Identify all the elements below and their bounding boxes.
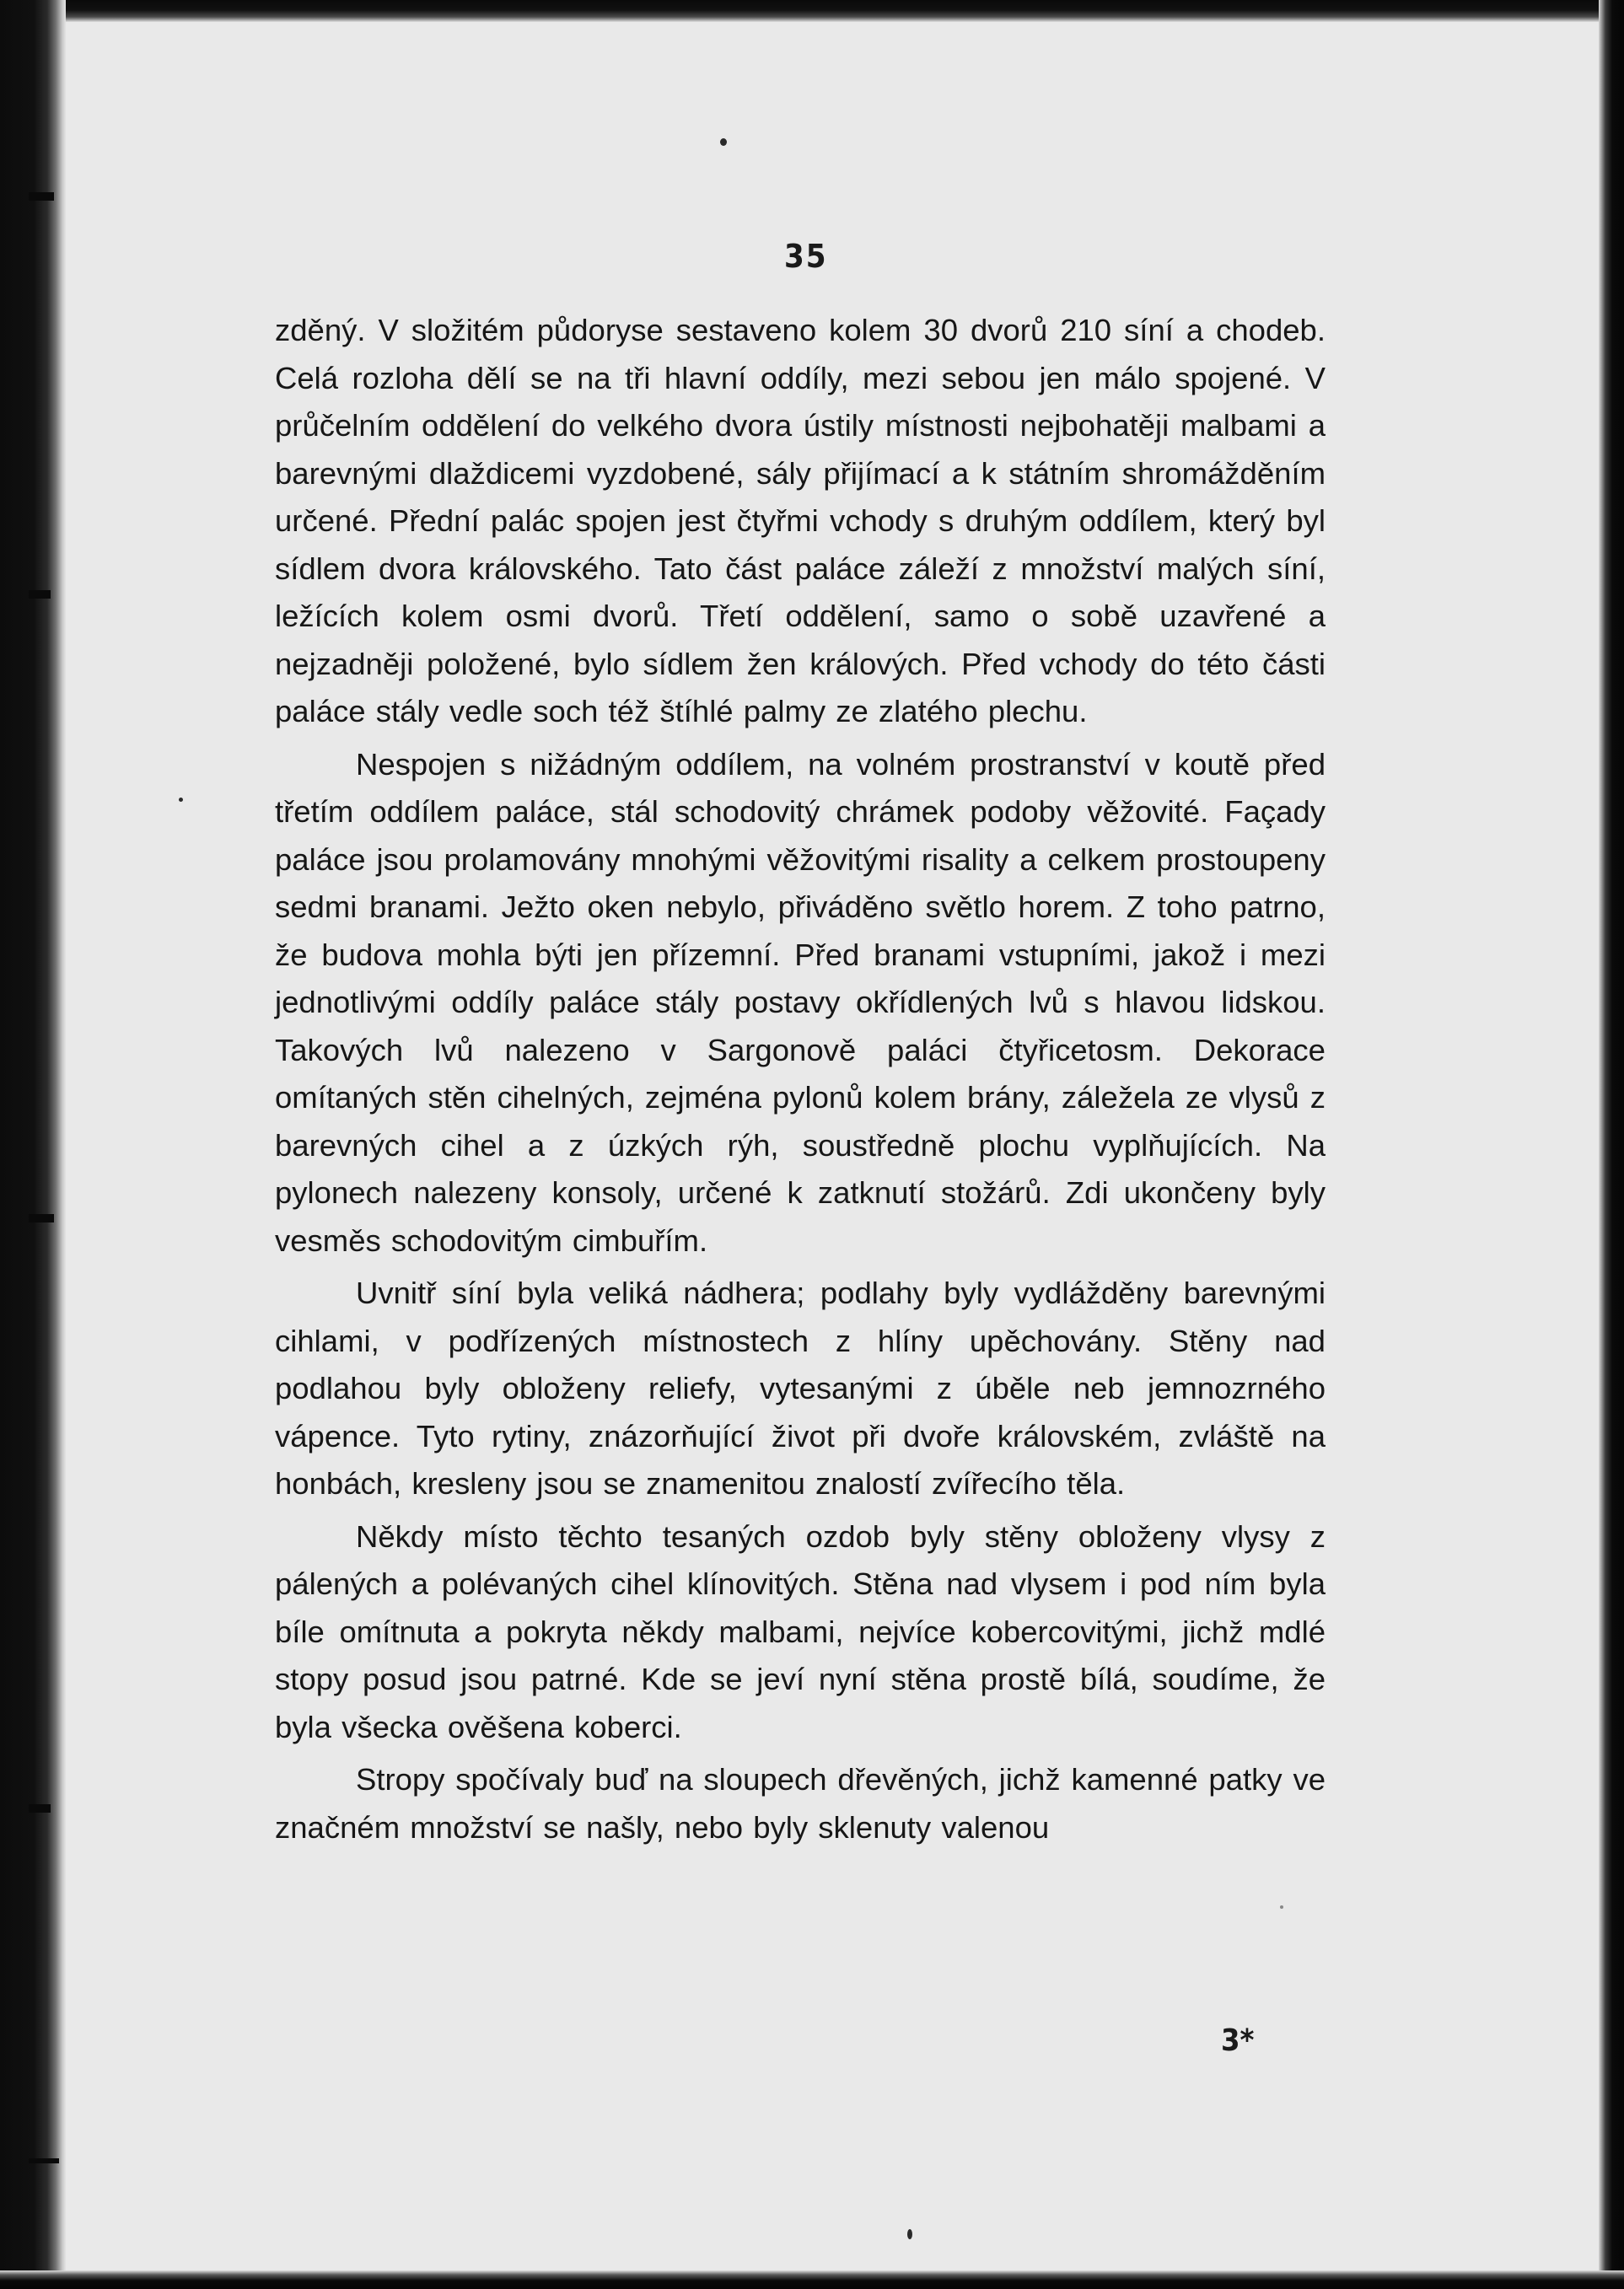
binding-notch xyxy=(29,1804,51,1813)
paragraph: Uvnitř síní byla veliká nádhera; podlahy byly vydlážděny barevnými cihlami, v podřízených místnostech z hlíny upěchovány. Stěny nad podlahou byly obloženy reliefy, vytesanými z úběle neb jemnozrného vápence. Tyto rytiny, znázorňující život při dvoře královském, zvláště na honbách, kresleny jsou se znamenitou znalostí zvířecího těla. xyxy=(275,1276,1326,1501)
paragraph: zděný. V složitém půdoryse sestaveno kolem 30 dvorů 210 síní a chodeb. Celá rozloha dělí se na tři hlavní oddíly, mezi sebou jen málo spojené. V průčelním oddělení do velkého dvora ústily místnosti nejbohatěji malbami a barevnými dlaždicemi vyzdobené, sály přijímací a k státním shromážděním určené. Přední palác spojen jest čtyřmi vchody s druhým oddílem, který byl sídlem dvora královského. Tato část paláce záleží z množství malých síní, ležících kolem osmi dvorů. Třetí oddělení, samo o sobě uzavřené a nejzadněji položené, bylo sídlem žen králových. Před vchody do této části paláce stály vedle soch též štíhlé palmy ze zlatého plechu. xyxy=(275,313,1326,728)
paragraph: Někdy místo těchto tesaných ozdob byly stěny obloženy vlysy z pálených a polévaných cihel klínovitých. Stěna nad vlysem i pod ním byla bíle omítnuta a pokryta někdy malbami, nejvíce kobercovitými, jichž mdlé stopy posud jsou patrné. Kde se jeví nyní stěna prostě bílá, soudíme, že byla všecka ověšena koberci. xyxy=(275,1518,1326,1744)
binding-notch xyxy=(29,192,54,201)
scan-edge-bottom xyxy=(0,2270,1624,2289)
binding-notch xyxy=(29,2158,59,2163)
scan-edge-top xyxy=(0,0,1624,22)
binding-edge-left xyxy=(0,0,66,2289)
scan-edge-right xyxy=(1599,0,1624,2289)
signature-mark: 3* xyxy=(1221,2023,1255,2058)
body-text xyxy=(275,307,1326,1851)
page-number: 35 xyxy=(784,238,828,275)
dust-speck xyxy=(907,2229,912,2239)
binding-notch xyxy=(29,590,51,599)
binding-notch xyxy=(29,1214,54,1222)
paragraph: Nespojen s nižádným oddílem, na volném prostranství v koutě před třetím oddílem paláce, stál schodovitý chrámek podoby věžovité. Façady paláce jsou prolamovány mnohými věžovitými risality a celkem prostoupeny sedmi branami. Ježto oken nebylo, přiváděno světlo horem. Z toho patrno, že budova mohla býti jen přízemní. Před branami vstupními, jakož i mezi jednotlivými oddíly paláce stály postavy okřídlených lvů s hlavou lidskou. Takových lvů nalezeno v Sargonově paláci čtyřicetosm. Dekorace omítaných stěn cihelných, zejména pylonů kolem brány, záležela ze vlysů z barevných cihel a z úzkých rýh, soustředně plochu vyplňujících. Na pylonech nalezeny konsoly, určené k zatknutí stožárů. Zdi ukončeny byly vesměs schodovitým cimbuřím. xyxy=(275,746,1326,1258)
dust-speck xyxy=(720,138,727,146)
dust-speck xyxy=(179,798,183,802)
paragraph: Stropy spočívaly buď na sloupech dřevěných, jichž kamenné patky ve značném množství se našly, nebo byly sklenuty valenou xyxy=(275,1762,1326,1845)
dust-speck xyxy=(1280,1905,1283,1909)
